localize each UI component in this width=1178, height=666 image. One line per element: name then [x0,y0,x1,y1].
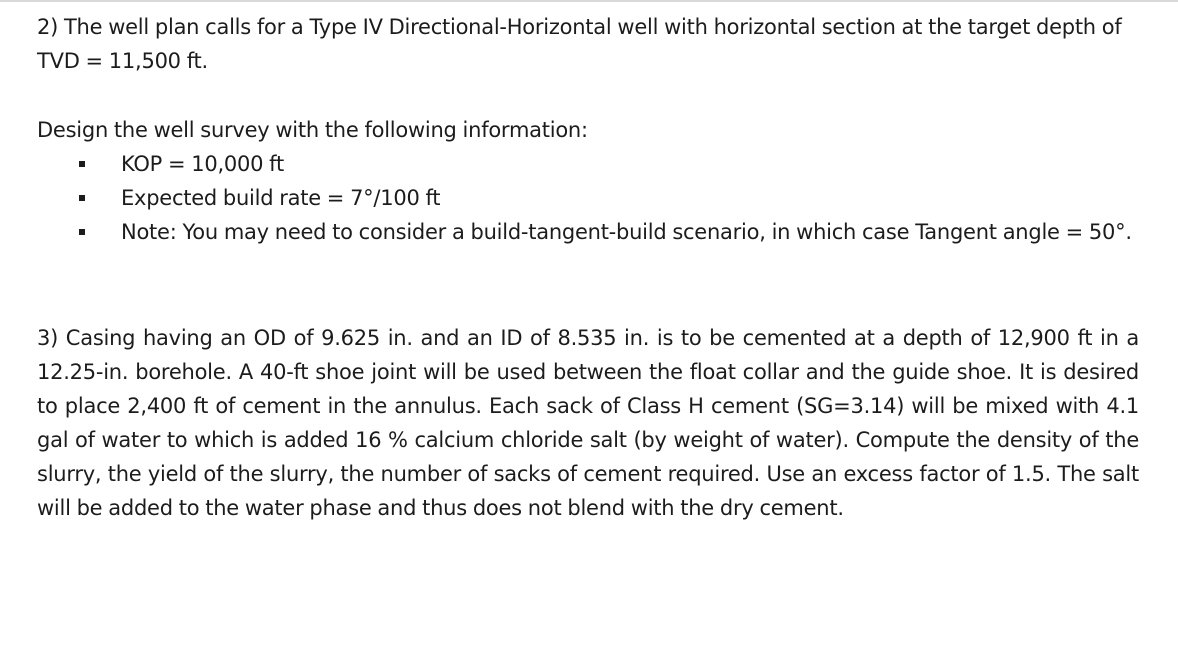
bullet-icon [79,229,85,235]
question-2-text: 2) The well plan calls for a Type IV Directional-Horizontal well with horizontal section at the target depth of TVD = 11,500 ft. [37,15,1122,73]
survey-intro-text: Design the well survey with the following information: [37,118,588,142]
list-item-text: KOP = 10,000 ft [121,152,284,176]
bullet-icon [79,161,85,167]
list-item [37,215,1139,249]
list-item-text: Note: You may need to consider a build-tangent-build scenario, in which case Tangent angle = 50°. [121,220,1132,244]
bullet-icon [79,195,85,201]
list-item [37,147,1139,181]
top-divider [0,0,1178,2]
survey-info-list [37,147,1139,249]
list-item-text: Expected build rate = 7°/100 ft [121,186,441,210]
question-3-text: 3) Casing having an OD of 9.625 in. and an ID of 8.535 in. is to be cemented at a depth of 12,900 ft in a 12.25-in. borehole. A 40-ft shoe joint will be used between the float collar and the guide shoe. It is desired to place 2,400 ft of cement in the annulus. Each sack of Class H cement (SG=3.14) will be mixed with 4.1 gal of water to which is added 16 % calcium chloride salt (by weight of water). Compute the density of the slurry, the yield of the slurry, the number of sacks of cement required. Use an excess factor of 1.5. The salt will be added to the water phase and thus does not blend with the dry cement. [37,326,1139,520]
document-body [37,10,1139,525]
list-item [37,181,1139,215]
